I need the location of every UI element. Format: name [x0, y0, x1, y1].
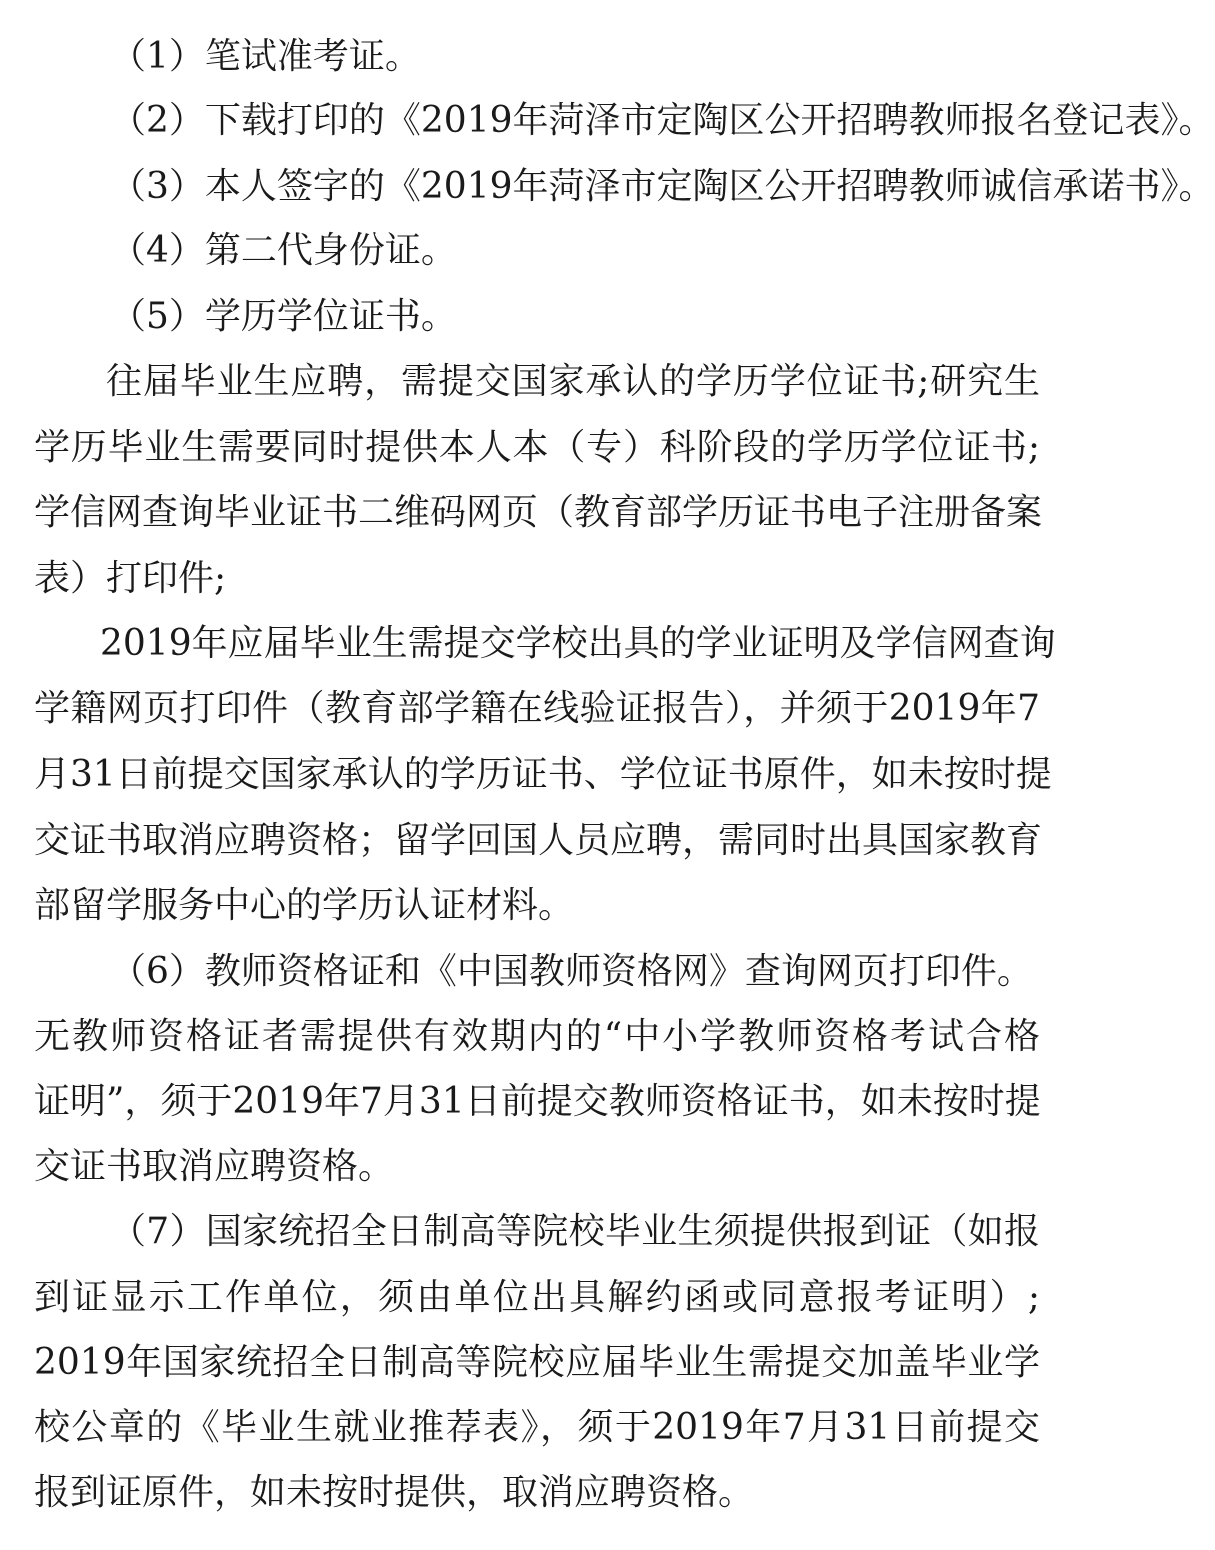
text-line-11: 学籍网页打印件（教育部学籍在线验证报告），并须于2019年7 [34, 688, 1040, 729]
text-line-16: 无教师资格证者需提供有效期内的“中小学教师资格考试合格 [34, 1016, 1040, 1057]
text-line-3: （3）本人签字的《2019年菏泽市定陶区公开招聘教师诚信承诺书》。 [110, 166, 1215, 207]
text-line-22: 校公章的《毕业生就业推荐表》，须于2019年7月31日前提交 [34, 1407, 1040, 1448]
text-line-23: 报到证原件，如未按时提供，取消应聘资格。 [34, 1472, 755, 1513]
text-line-15: （6）教师资格证和《中国教师资格网》查询网页打印件。 [110, 951, 1033, 992]
text-line-21: 2019年国家统招全日制高等院校应届毕业生需提交加盖毕业学 [34, 1342, 1040, 1383]
text-line-17: 证明”，须于2019年7月31日前提交教师资格证书，如未按时提 [34, 1081, 1041, 1122]
text-line-20: 到证显示工作单位，须由单位出具解约函或同意报考证明）; [34, 1277, 1040, 1318]
text-line-4: （4）第二代身份证。 [110, 230, 457, 271]
text-line-8: 学信网查询毕业证书二维码网页（教育部学历证书电子注册备案 [34, 492, 1043, 533]
text-line-9: 表）打印件; [34, 558, 227, 599]
text-line-12: 月31日前提交国家承认的学历证书、学位证书原件，如未按时提 [34, 754, 1052, 795]
text-line-2: （2）下载打印的《2019年菏泽市定陶区公开招聘教师报名登记表》。 [110, 100, 1215, 141]
text-line-5: （5）学历学位证书。 [110, 296, 457, 337]
text-line-1: （1）笔试准考证。 [110, 36, 421, 77]
text-line-13: 交证书取消应聘资格；留学回国人员应聘，需同时出具国家教育 [34, 820, 1043, 861]
text-line-19: （7）国家统招全日制高等院校毕业生须提供报到证（如报 [110, 1211, 1040, 1252]
text-line-14: 部留学服务中心的学历认证材料。 [34, 885, 575, 926]
text-line-18: 交证书取消应聘资格。 [34, 1146, 395, 1187]
text-line-10: 2019年应届毕业生需提交学校出具的学业证明及学信网查询 [100, 623, 1056, 664]
text-line-7: 学历毕业生需要同时提供本人本（专）科阶段的学历学位证书; [34, 427, 1040, 468]
text-line-6: 往届毕业生应聘，需提交国家承认的学历学位证书;研究生 [106, 361, 1040, 402]
